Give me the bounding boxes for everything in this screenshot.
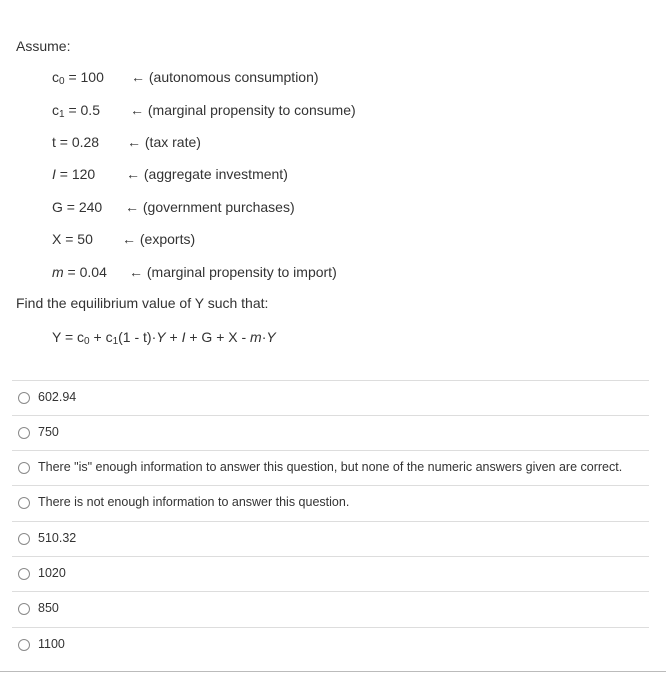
param-var: G = 240 (52, 199, 103, 215)
answer-option[interactable] (12, 450, 649, 485)
question-text: Find the equilibrium value of Y such that: (16, 295, 269, 311)
radio-button[interactable] (18, 533, 30, 545)
param-desc: ← (government purchases) (125, 199, 295, 215)
param-var: $c_1 = 0.5$ (52, 102, 100, 120)
radio-button[interactable] (18, 603, 30, 615)
answer-label: 750 (38, 425, 59, 439)
radio-button[interactable] (18, 497, 30, 509)
answer-label: 602.94 (38, 390, 77, 404)
answer-option[interactable] (12, 627, 649, 662)
answer-option[interactable] (12, 415, 649, 450)
radio-button[interactable] (18, 392, 30, 404)
radio-button[interactable] (18, 639, 30, 651)
param-var: m = 0.04 (52, 264, 107, 280)
param-desc: ← (marginal propensity to consume) (130, 102, 356, 118)
param-var: X = 50 (52, 231, 93, 247)
answer-label: 510.32 (38, 531, 77, 545)
param-desc: ← (aggregate investment) (126, 166, 288, 182)
answer-options (12, 380, 649, 662)
answer-option[interactable] (12, 380, 649, 415)
bottom-divider (0, 671, 666, 672)
answer-label: There "is" enough information to answer this question, but none of the numeric answers given are correct. (38, 460, 623, 474)
param-var: I = 120 (52, 166, 96, 182)
param-var: $c_0 = 100$ (52, 69, 104, 87)
answer-label: 1020 (38, 566, 66, 580)
radio-button[interactable] (18, 568, 30, 580)
param-desc: ← (autonomous consumption) (131, 69, 319, 85)
answer-label: There is not enough information to answer this question. (38, 495, 350, 509)
intro-label: Assume: (16, 38, 71, 54)
equation: $Y = c_0 + c_1(1 - t)\cdot Y + I + G + X - m\cdot Y$ (52, 329, 276, 347)
answer-label: 850 (38, 601, 59, 615)
answer-option[interactable] (12, 591, 649, 627)
answer-option[interactable] (12, 521, 649, 556)
param-desc: ← (exports) (122, 231, 196, 247)
answer-option[interactable] (12, 485, 649, 521)
answer-label: 1100 (38, 637, 65, 651)
radio-button[interactable] (18, 427, 30, 439)
param-desc: ← (tax rate) (127, 134, 201, 150)
answer-option[interactable] (12, 556, 649, 591)
param-var: t = 0.28 (52, 134, 100, 150)
param-desc: ← (marginal propensity to import) (129, 264, 337, 280)
radio-button[interactable] (18, 462, 30, 474)
